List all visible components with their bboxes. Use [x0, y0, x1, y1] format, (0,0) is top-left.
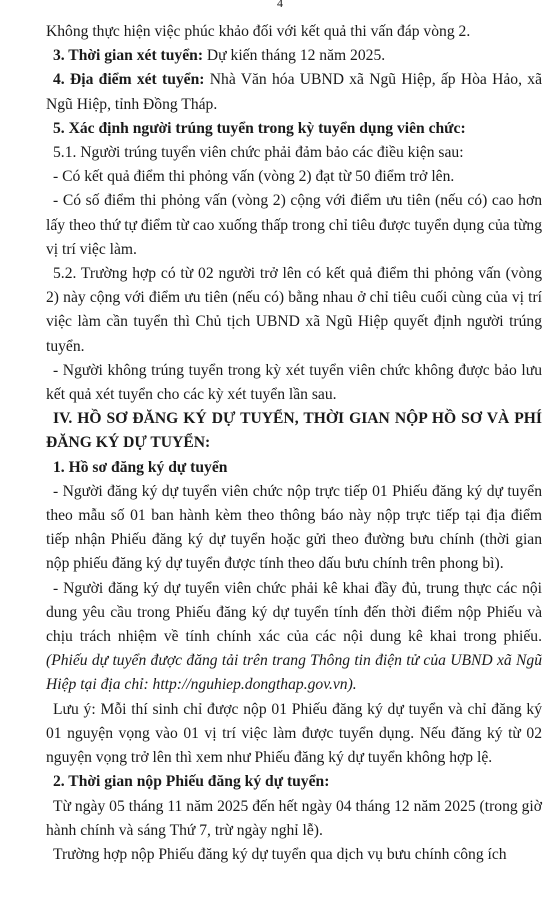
review-time-text: Dự kiến tháng 12 năm 2025. [203, 47, 386, 65]
heading-registration-dossier: 1. Hồ sơ đăng ký dự tuyển [53, 458, 228, 476]
declare-info-text: - Người đăng ký dự tuyển viên chức phải kê khai đầy đủ, trung thực các nội dung yêu cầu trong Phiếu đăng ký dự tuyển tính đến thời điểm nộp Phiếu và chịu trách nhiệm về tính chính xác của các nội dung kê khai trong phiếu. [46, 579, 542, 646]
declare-info-italic: (Phiếu dự tuyển được đăng tải trên trang Thông tin điện tử của UBND xã Ngũ Hiệp tại địa chỉ: http://nguhiep.dongthap.gov.vn). [46, 652, 542, 694]
paragraph-not-reserved: - Người không trúng tuyển trong kỳ xét tuyển viên chức không được bảo lưu kết quả xét tuyển cho các kỳ xét tuyển lần sau. [46, 361, 542, 404]
paragraph-5-1: 5.1. Người trúng tuyển viên chức phải đảm bảo các điều kiện sau: [53, 144, 464, 162]
review-location-text: Nhà Văn hóa UBND xã Ngũ Hiệp, ấp Hòa Hảo, xã Ngũ Hiệp, tỉnh Đồng Tháp. [46, 71, 542, 113]
paragraph-priority-condition: - Có số điểm thi phỏng vấn (vòng 2) cộng với điểm ưu tiên (nếu có) cao hơn lấy theo thứ tự điểm từ cao xuống thấp trong chỉ tiêu được tuyển dụng của từng vị trí việc làm. [46, 192, 542, 258]
paragraph-submission-dates: Từ ngày 05 tháng 11 năm 2025 đến hết ngày 04 tháng 12 năm 2025 (trong giờ hành chính và sáng Thứ 7, trừ ngày nghỉ lễ). [46, 797, 542, 839]
paragraph-submit-form: - Người đăng ký dự tuyển viên chức nộp trực tiếp 01 Phiếu đăng ký dự tuyển theo mẫu số 01 ban hành kèm theo thông báo này nộp trực tiếp tại địa điểm tiếp nhận Phiếu đăng ký dự tuyển hoặc gửi theo đường bưu chính (thời gian nộp phiếu đăng ký dự tuyển được tính theo dấu bưu chính trên phong bì). [46, 482, 542, 573]
paragraph-declare-info [46, 577, 542, 698]
paragraph-note: Lưu ý: Mỗi thí sinh chỉ được nộp 01 Phiếu đăng ký dự tuyển và chỉ đăng ký 01 nguyện vọng vào 01 vị trí việc làm được tuyển dụng. Nếu đăng ký từ 02 nguyện vọng trở lên thì xem như Phiếu đăng ký dự tuyển không hợp lệ. [46, 700, 542, 767]
paragraph-score-condition: - Có kết quả điểm thi phỏng vấn (vòng 2) đạt từ 50 điểm trở lên. [53, 168, 455, 186]
paragraph-review-time [46, 44, 542, 68]
heading-determine-winner: 5. Xác định người trúng tuyển trong kỳ tuyển dụng viên chức: [53, 119, 466, 137]
paragraph-appeal-note: Không thực hiện việc phúc khảo đối với kết quả thi vấn đáp vòng 2. [46, 23, 471, 40]
paragraph-5-2: 5.2. Trường hợp có từ 02 người trở lên có kết quả điểm thi phỏng vấn (vòng 2) này cộng với điểm ưu tiên (nếu có) bằng nhau ở chỉ tiêu cuối cùng của vị trí việc làm cần tuyển thì Chủ tịch UBND xã Ngũ Hiệp quyết định người trúng tuyển. [46, 265, 542, 355]
paragraph-postal-submission: Trường hợp nộp Phiếu đăng ký dự tuyển qua dịch vụ bưu chính công ích [53, 845, 507, 863]
review-location-label: 4. Địa điểm xét tuyển: [53, 71, 205, 89]
heading-section-iv: IV. HỒ SƠ ĐĂNG KÝ DỰ TUYỂN, THỜI GIAN NỘP HỒ SƠ VÀ PHÍ ĐĂNG KÝ DỰ TUYỂN: [46, 410, 542, 452]
document-body [46, 20, 542, 867]
review-time-label: 3. Thời gian xét tuyển: [53, 47, 204, 65]
heading-submission-time: 2. Thời gian nộp Phiếu đăng ký dự tuyển: [53, 773, 330, 791]
paragraph-review-location [46, 68, 542, 116]
page-number: 4 [277, 0, 283, 10]
